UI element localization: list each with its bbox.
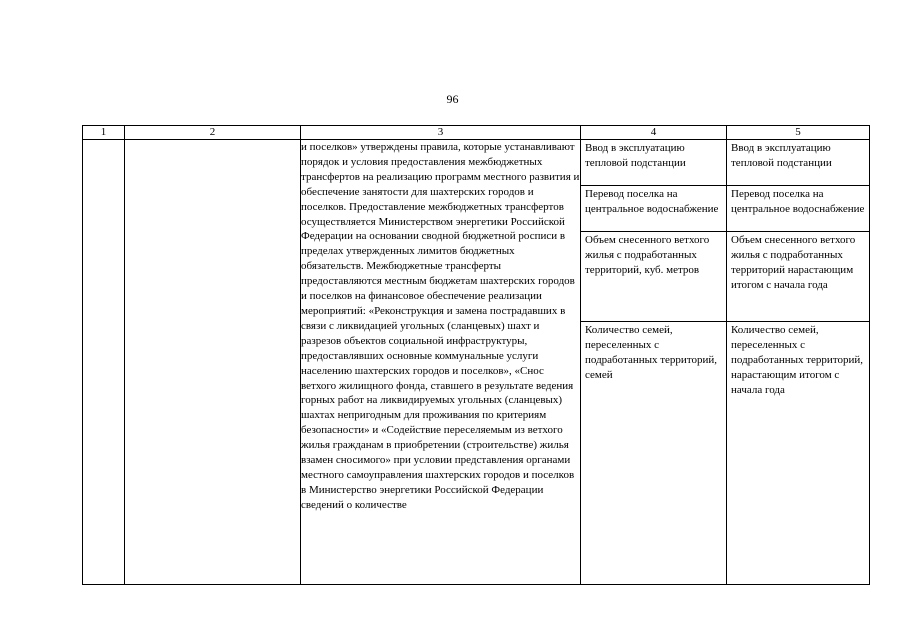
value-heat-substation: Ввод в эксплуатацию тепловой подстанции — [727, 140, 869, 186]
table-row — [83, 140, 870, 585]
value-demolished-housing: Объем снесенного ветхого жилья с подработанных территорий нарастающим итогом с начала года — [727, 232, 869, 322]
indicator-heat-substation: Ввод в эксплуатацию тепловой подстанции — [581, 140, 726, 186]
header-col-3: 3 — [301, 126, 581, 140]
header-col-5: 5 — [727, 126, 870, 140]
value-resettled-families: Количество семей, переселенных с подработанных территорий, нарастающим итогом с начала года — [731, 324, 863, 396]
description-text: и поселков» утверждены правила, которые устанавливают порядок и условия предоставления межбюджетных трансфертов на реализацию программ местного развития и обеспечение занятости для шахтерских городов и поселков. Предоставление межбюджетных трансфертов осуществляется Министерством энергетики Российской Федерации на основании сводной бюджетной росписи в пределах утвержденных лимитов бюджетных обязательств. Межбюджетные трансферты предоставляются местным бюджетам шахтерских городов и поселков на финансовое обеспечение реализации мероприятий: «Реконструкция и замена пострадавших в связи с ликвидацией угольных (сланцевых) шахт и разрезов объектов социальной инфраструктуры, предоставлявших основные коммунальные услуги населению шахтерских городов и поселков», «Снос ветхого жилищного фонда, ставшего в результате ведения горных работ на ликвидируемых угольных (сланцевых) шахтах непригодным для проживания по критериям безопасности» и «Содействие переселяемым из ветхого жилья гражданам в приобретении (строительстве) жилья взамен сносимого» при условии представления органами местного самоуправления шахтерских городов и поселков в Министерство энергетики Российской Федерации сведений о количестве — [301, 141, 580, 511]
header-row — [83, 126, 870, 140]
indicator-water-supply: Перевод поселка на центральное водоснабжение — [581, 186, 726, 232]
cell-indicators — [581, 140, 727, 585]
cell-indicator-values — [727, 140, 870, 585]
cell-description — [301, 140, 581, 585]
value-water-supply: Перевод поселка на центральное водоснабжение — [727, 186, 869, 232]
indicator-resettled-families: Количество семей, переселенных с подработанных территорий, семей — [585, 324, 717, 381]
indicator-table — [82, 125, 870, 585]
header-col-2: 2 — [125, 126, 301, 140]
indicator-demolished-housing: Объем снесенного ветхого жилья с подработанных территорий, куб. метров — [581, 232, 726, 322]
cell-col-2 — [125, 140, 301, 585]
page-number: 96 — [446, 92, 459, 106]
header-col-1: 1 — [83, 126, 125, 140]
cell-col-1 — [83, 140, 125, 585]
header-col-4: 4 — [581, 126, 727, 140]
